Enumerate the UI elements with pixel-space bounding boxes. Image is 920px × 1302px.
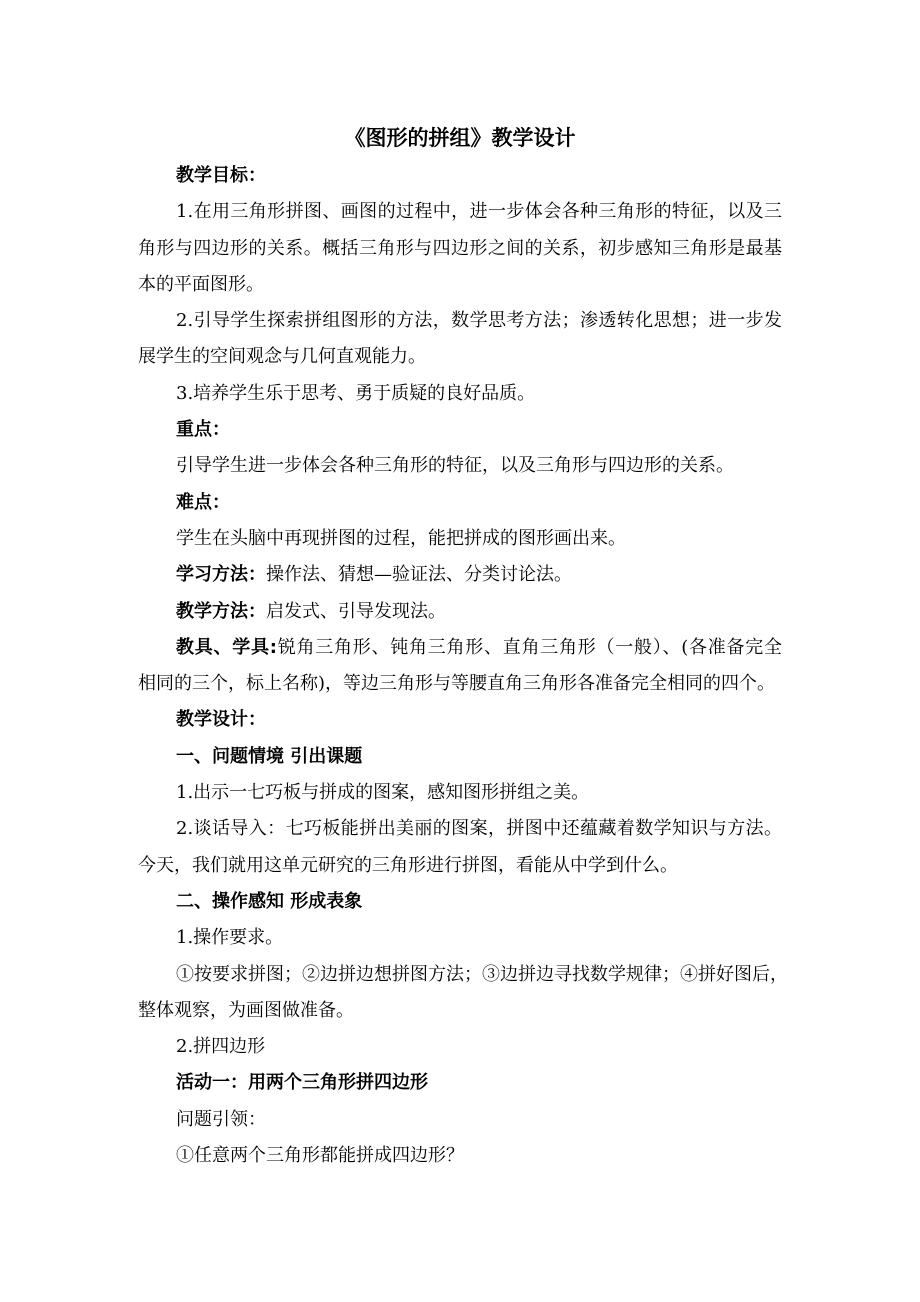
line-text: 启发式、引导发现法。 xyxy=(266,600,446,622)
paragraph-line xyxy=(138,448,782,484)
bold-label: 学习方法： xyxy=(176,564,266,586)
bold-label: 教学设计： xyxy=(176,709,266,731)
bold-label: 活动一：用两个三角形拼四边形 xyxy=(176,1072,428,1094)
paragraph-line xyxy=(138,521,782,557)
bold-label: 教学目标： xyxy=(176,165,266,186)
line-text: 1.操作要求。 xyxy=(176,927,284,949)
line-text: 问题引领： xyxy=(176,1108,266,1130)
line-text: 相同的三个，标上名称)，等边三角形与等腰直角三角形各准备完全相同的四个。 xyxy=(138,673,776,695)
bold-label: 教学方法： xyxy=(176,600,266,622)
section-heading xyxy=(138,702,782,738)
paragraph-line xyxy=(138,376,782,412)
line-text: ①任意两个三角形都能拼成四边形？ xyxy=(176,1145,464,1167)
paragraph-line xyxy=(138,920,782,956)
bold-label: 重点： xyxy=(176,419,230,441)
line-text: 操作法、猜想—验证法、分类讨论法。 xyxy=(266,564,572,586)
line-text: 整体观察，为画图做准备。 xyxy=(138,999,354,1021)
line-text: 锐角三角形、钝角三角形、直角三角形（一般）、(各准备完全 xyxy=(276,636,782,658)
paragraph-line xyxy=(138,194,782,230)
line-text: 2.谈话导入：七巧板能拼出美丽的图案，拼图中还蕴藏着数学知识与方法。 xyxy=(176,818,782,840)
section-heading xyxy=(138,412,782,448)
bold-label: 难点： xyxy=(176,491,230,513)
paragraph-line xyxy=(138,848,782,884)
document-body xyxy=(138,158,788,1174)
bold-label: 一、问题情境 引出课题 xyxy=(176,745,363,767)
paragraph-line xyxy=(138,339,782,375)
paragraph-line xyxy=(138,630,782,666)
line-text: 展学生的空间观念与几何直观能力。 xyxy=(138,346,426,368)
line-text: 2.拼四边形 xyxy=(176,1036,266,1058)
paragraph-line xyxy=(138,1102,782,1138)
paragraph-line xyxy=(138,775,782,811)
paragraph-line xyxy=(138,1029,782,1065)
bold-label: 二、操作感知 形成表象 xyxy=(176,890,363,912)
paragraph-line xyxy=(138,1138,782,1174)
paragraph-line xyxy=(138,957,788,993)
line-text: ①按要求拼图；②边拼边想拼图方法；③边拼边寻找数学规律；④拼好图后， xyxy=(176,963,788,985)
paragraph-line xyxy=(138,594,782,630)
section-heading xyxy=(138,485,782,521)
line-text: 学生在头脑中再现拼图的过程，能把拼成的图形画出来。 xyxy=(176,527,626,549)
paragraph-line xyxy=(138,231,782,267)
line-text: 3.培养学生乐于思考、勇于质疑的良好品质。 xyxy=(176,382,536,404)
document-title: 《图形的拼组》教学设计 xyxy=(344,126,576,150)
line-text: 引导学生进一步体会各种三角形的特征，以及三角形与四边形的关系。 xyxy=(176,455,734,477)
bold-label: 教具、学具: xyxy=(176,636,277,658)
line-text: 1.出示一七巧板与拼成的图案，感知图形拼组之美。 xyxy=(176,782,590,804)
paragraph-line xyxy=(138,993,782,1029)
line-text: 角形与四边形的关系。概括三角形与四边形之间的关系，初步感知三角形是最基 xyxy=(138,237,782,259)
line-text: 今天，我们就用这单元研究的三角形进行拼图，看能从中学到什么。 xyxy=(138,854,678,876)
paragraph-line xyxy=(138,267,782,303)
paragraph-line xyxy=(138,557,782,593)
line-text: 1.在用三角形拼图、画图的过程中，进一步体会各种三角形的特征，以及三 xyxy=(176,201,782,223)
paragraph-line xyxy=(138,666,782,702)
section-heading xyxy=(138,739,782,775)
line-text: 本的平面图形。 xyxy=(138,273,264,295)
paragraph-line xyxy=(138,303,782,339)
line-text: 2.引导学生探索拼组图形的方法，数学思考方法；渗透转化思想；进一步发 xyxy=(176,310,782,332)
paragraph-line xyxy=(138,811,782,847)
section-heading xyxy=(138,884,782,920)
section-heading xyxy=(138,1065,782,1101)
section-heading xyxy=(138,158,782,194)
